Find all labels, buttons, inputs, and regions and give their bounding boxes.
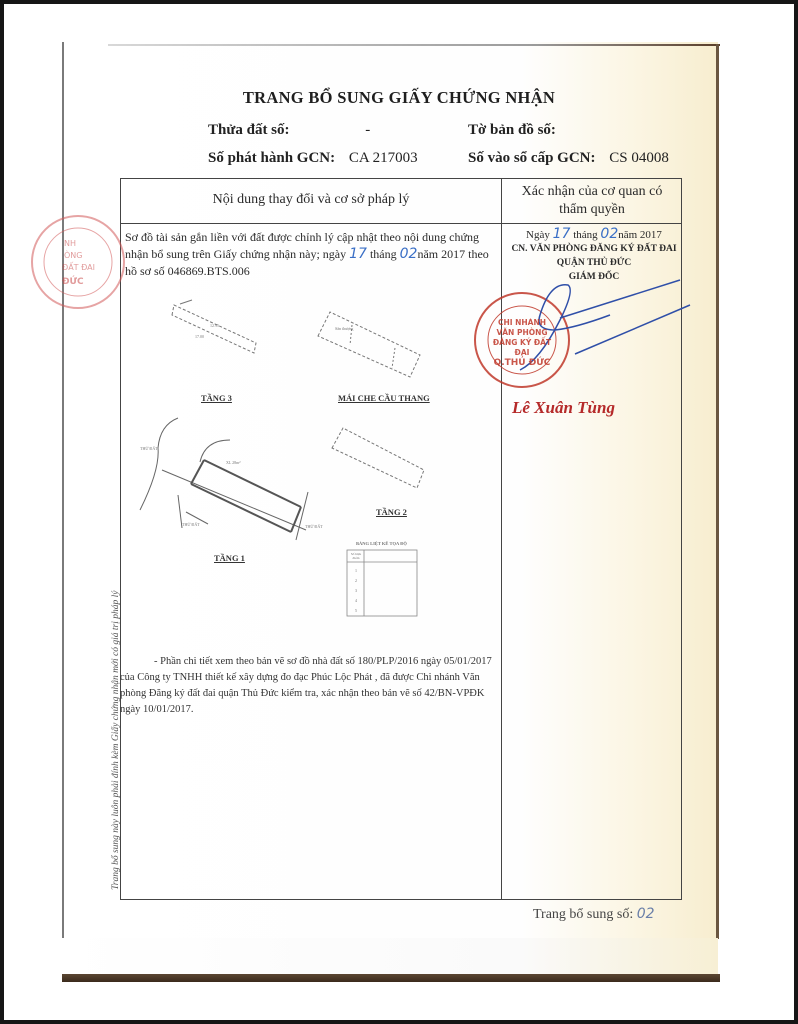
- label-floor-1: TẦNG 1: [214, 553, 245, 563]
- registry-number-value: CS 04008: [609, 150, 669, 166]
- label-floor-2: TẦNG 2: [376, 507, 407, 517]
- handwritten-day: 17: [349, 246, 367, 262]
- svg-text:ĐỨC: ĐỨC: [62, 277, 84, 287]
- schedule-header: Số hiệu điểm: [350, 552, 362, 560]
- confirmation-date: Ngày 17 tháng 02năm 2017: [526, 226, 662, 242]
- parcel-number-label: Thửa đất số:: [208, 122, 290, 138]
- svg-text:Sân thượng: Sân thượng: [335, 326, 354, 331]
- signer-position: GIÁM ĐỐC: [568, 272, 620, 282]
- document-title: TRANG BỔ SUNG GIẤY CHỨNG NHẬN: [242, 88, 556, 107]
- label-floor-3: TẦNG 3: [201, 393, 232, 403]
- label-stair-roof: MÁI CHE CẦU THANG: [338, 393, 430, 403]
- content-column-header: Nội dung thay đổi và cơ sở pháp lý: [212, 192, 410, 207]
- floor-2-plan: [332, 428, 424, 488]
- office-name-line2: QUẬN THỦ ĐỨC: [556, 258, 632, 268]
- svg-text:XL 28m²: XL 28m²: [226, 460, 241, 465]
- svg-text:ÒNG: ÒNG: [64, 251, 83, 260]
- svg-text:THỬ ĐẤT: THỬ ĐẤT: [140, 446, 158, 451]
- handwritten-month: 02: [399, 246, 418, 262]
- confirmation-column-header: Xác nhận của cơ quan có thẩm quyền: [521, 184, 663, 217]
- stamp-text: CHI NHÁNH VĂN PHÒNG ĐĂNG KÝ ĐẤT ĐAI Q.THỦ ĐỨC: [492, 318, 552, 368]
- svg-text:ĐẤT ĐAI: ĐẤT ĐAI: [62, 263, 95, 272]
- supplement-page-number: Trang bổ sung số: 02: [533, 906, 655, 922]
- side-legal-note: Trang bổ sung này luôn phải đính kèm Giấy chứng nhận mới có giá trị pháp lý: [111, 590, 121, 890]
- svg-text:THỬ ĐẤT: THỬ ĐẤT: [182, 522, 200, 527]
- svg-text:17.00: 17.00: [195, 334, 204, 339]
- floor-1-plan: [140, 418, 308, 540]
- svg-text:THỬ ĐẤT: THỬ ĐẤT: [305, 524, 323, 529]
- schedule-rows: 1 2 3 4 5: [355, 568, 357, 613]
- signer-name: Lê Xuân Tùng: [512, 398, 615, 417]
- change-content-text: Sơ đồ tài sản gắn liền với đất được chỉnh lý cập nhật theo nội dung chứng nhận bổ sung trên Giấy chứng nhận này; ngày 17 tháng 02năm 2017 theo hồ sơ số 046869.BTS.006: [125, 230, 489, 278]
- parcel-number-value: -: [365, 122, 371, 138]
- schedule-title: BẢNG LIỆT KÊ TỌA ĐỘ: [356, 541, 407, 546]
- svg-text:12.95: 12.95: [210, 323, 219, 328]
- office-name-line1: CN. VĂN PHÒNG ĐĂNG KÝ ĐẤT ĐAI: [511, 244, 677, 254]
- stair-roof-plan: [318, 312, 420, 377]
- svg-text:NH: NH: [64, 239, 76, 248]
- reference-note: - Phần chi tiết xem theo bản vẽ sơ đồ nhà đất số 180/PLP/2016 ngày 05/01/2017 của Công ty TNHH thiết kế xây dựng đo đạc Phúc Lộc Phát , đã được Chi nhánh Văn phòng Đăng ký đất đai quận Thủ Đức kiểm tra, xác nhận theo bản vẽ số 42/BN-VPĐK ngày 10/01/2017.: [120, 656, 492, 715]
- map-sheet-label: Tờ bản đồ số:: [468, 122, 556, 138]
- registry-number-label: Số vào sổ cấp GCN:: [468, 150, 596, 166]
- issue-number-label: Số phát hành GCN:: [208, 150, 336, 166]
- issue-number-value: CA 217003: [348, 150, 418, 166]
